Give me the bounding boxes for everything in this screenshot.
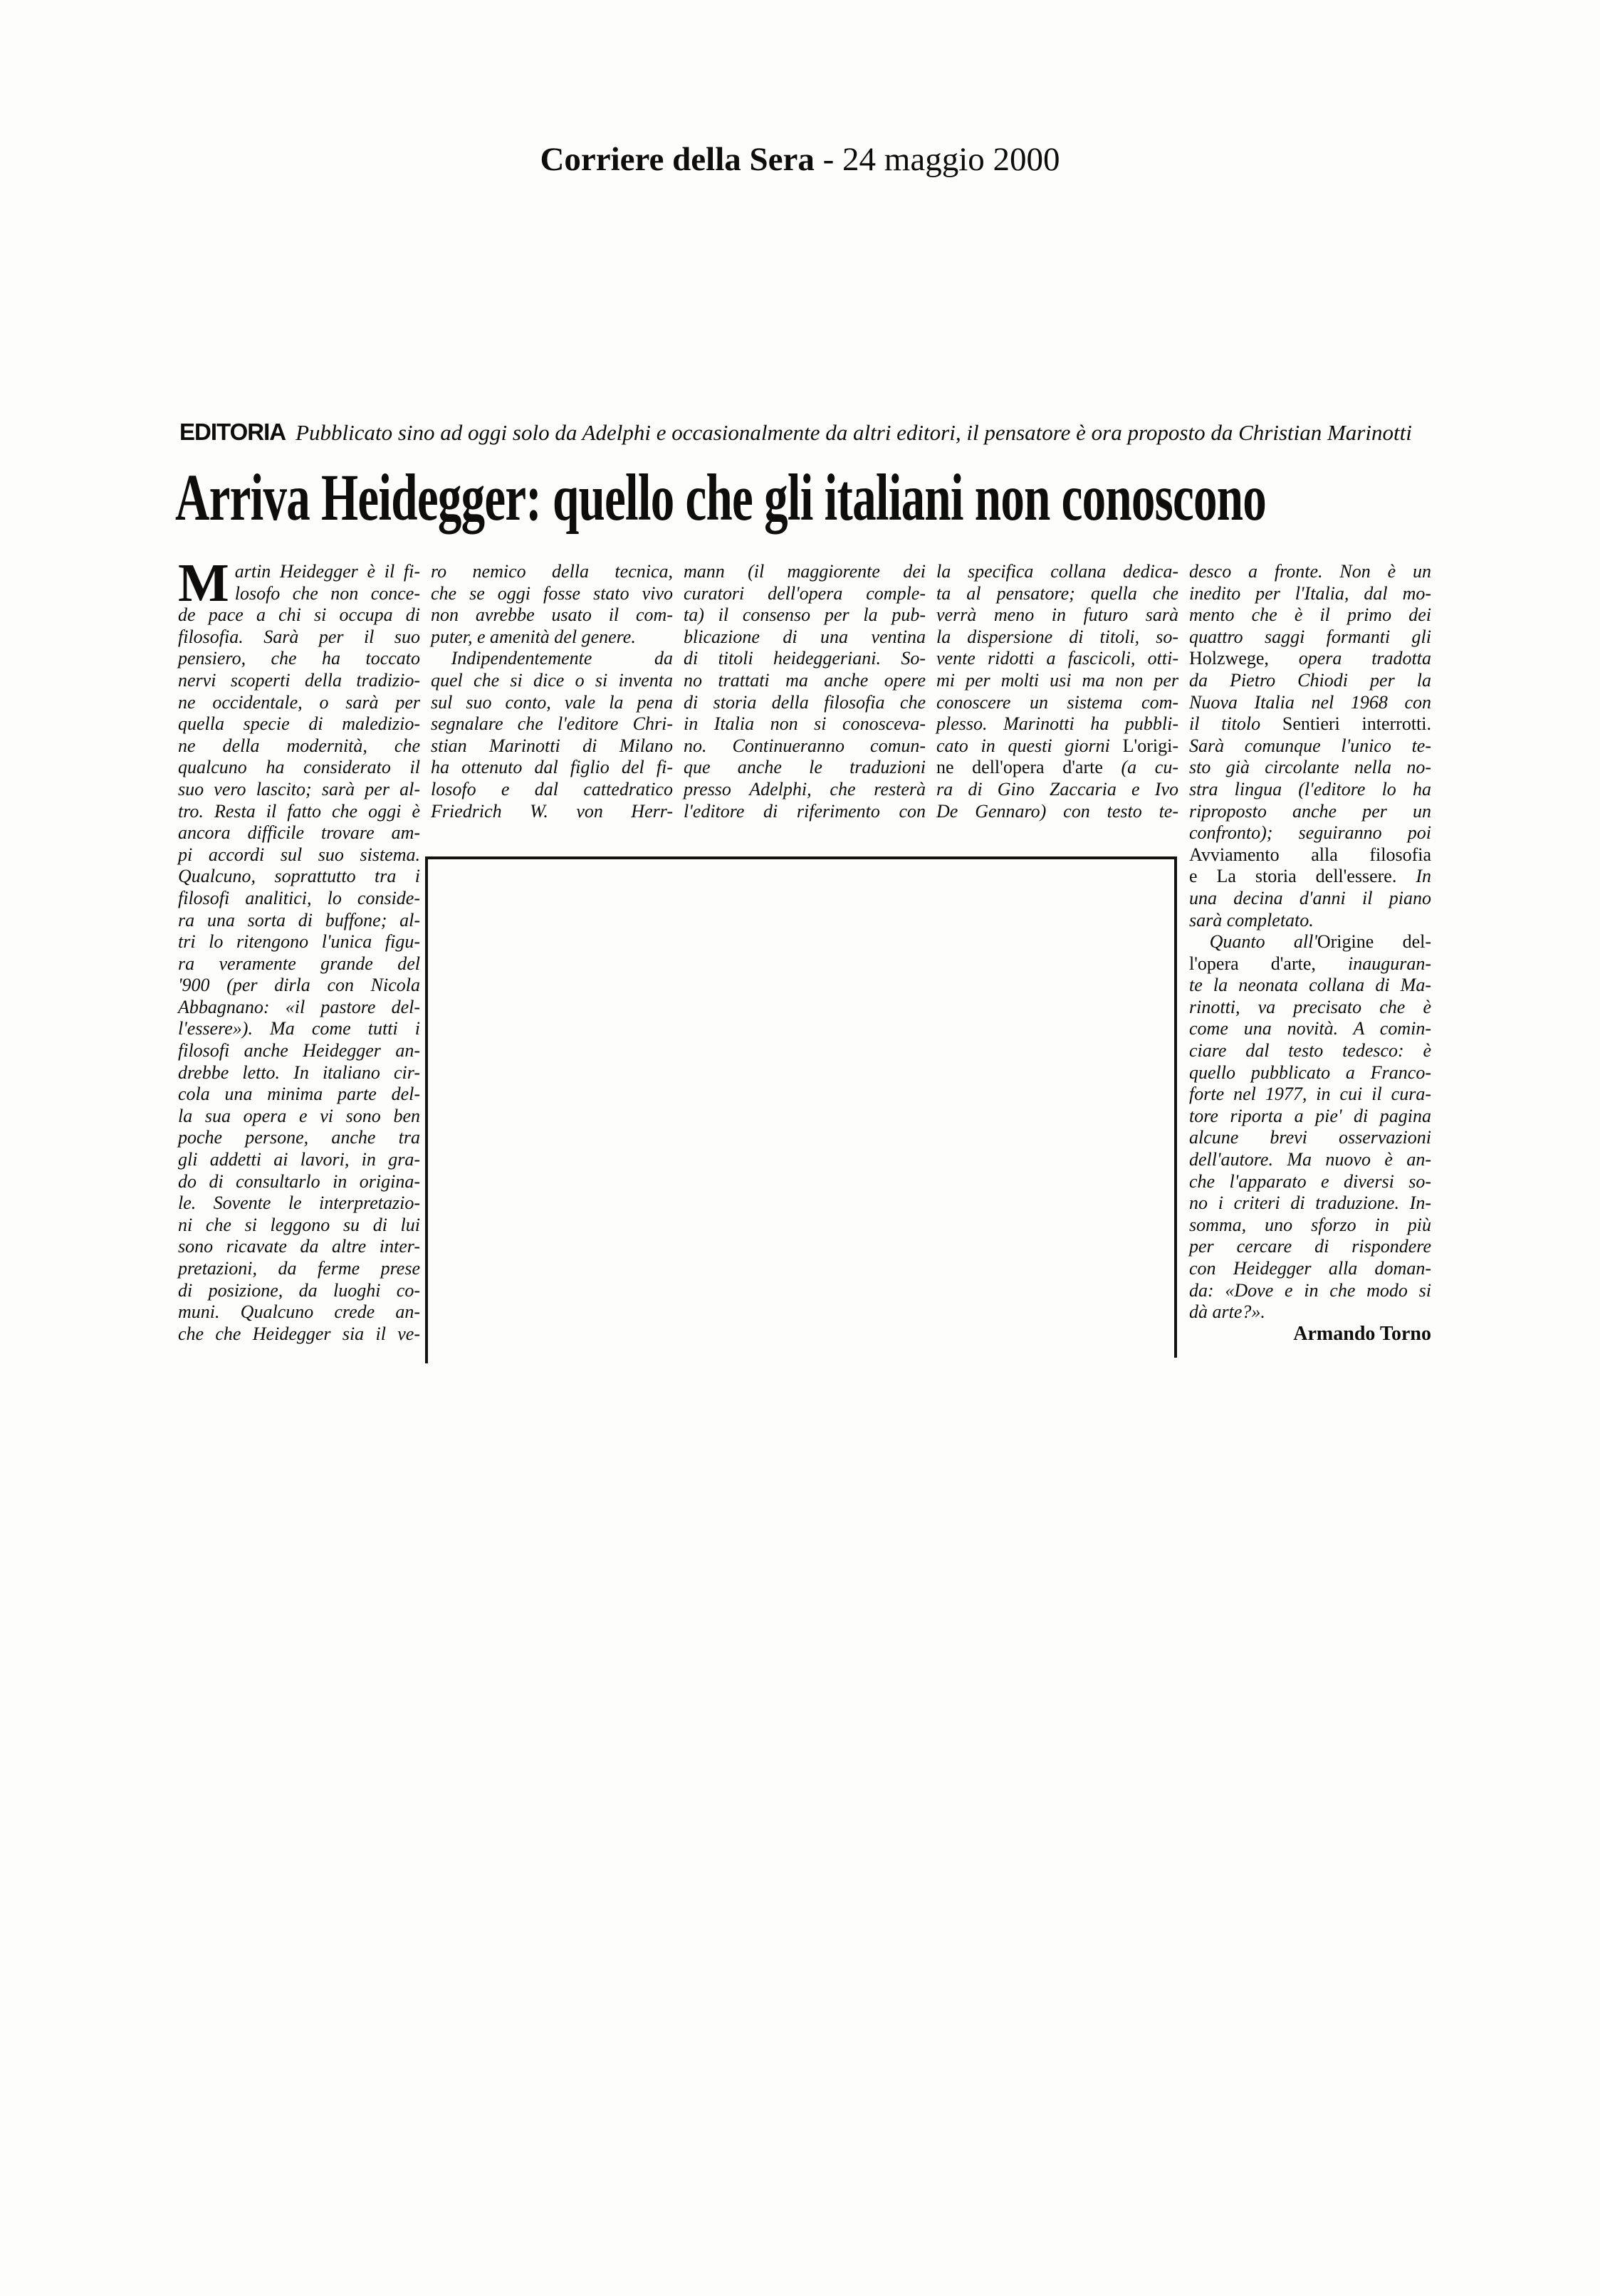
body-line: curatori dell'opera comple- [684, 582, 926, 604]
body-line: de pace a chi si occupa di [178, 604, 420, 626]
body-line: Avviamento alla filosofia [1189, 844, 1431, 865]
body-line: conoscere un sistema com- [936, 691, 1178, 713]
body-line: riproposto anche per un [1189, 800, 1431, 822]
body-line: tro. Resta il fatto che oggi è [178, 800, 420, 822]
kicker-text: Pubblicato sino ad oggi solo da Adelphi e occasionalmente da altri editori, il pensatore è ora proposto da Christian Marinotti [296, 420, 1412, 445]
body-line: segnalare che l'editore Chri- [431, 713, 673, 735]
body-line: Quanto all'Origine del- [1209, 931, 1431, 953]
body-line: nervi scoperti della tradizio- [178, 669, 420, 691]
body-line: no i criteri di traduzione. In- [1189, 1192, 1431, 1214]
body-line: cola una minima parte del- [178, 1084, 420, 1105]
body-line: filosofi anche Heidegger an- [178, 1040, 420, 1061]
body-line: filosofia. Sarà per il suo [178, 626, 420, 647]
body-line: drebbe letto. In italiano cir- [178, 1061, 420, 1083]
body-line: che se oggi fosse stato vivo [431, 582, 673, 604]
body-line: te la neonata collana di Ma- [1189, 975, 1431, 996]
photo-frame-left-rule [425, 856, 428, 1363]
body-line: tri lo ritengono l'unica figu- [178, 931, 420, 953]
column-2 [431, 561, 673, 822]
body-line: la specifica collana dedica- [936, 561, 1178, 582]
body-line: il titolo Sentieri interrotti. [1189, 713, 1432, 735]
body-line: sul suo conto, vale la pena [431, 691, 673, 713]
body-line: confronto); seguiranno poi [1189, 822, 1431, 844]
masthead [0, 141, 1600, 178]
column-3 [684, 561, 926, 822]
body-line: sarà completato. [1189, 909, 1314, 931]
body-line: di titoli heideggeriani. So- [684, 648, 926, 669]
body-line: sono ricavate da altre inter- [178, 1236, 420, 1257]
body-line: di storia della filosofia che [684, 691, 926, 713]
body-line: sto già circolante nella no- [1189, 757, 1431, 778]
column-1 [178, 553, 420, 1345]
body-line: mi per molti usi ma non per [936, 669, 1178, 691]
body-line: con Heidegger alla doman- [1189, 1258, 1431, 1279]
body-line: dà arte?». [1189, 1301, 1265, 1323]
body-line: una decina d'anni il piano [1189, 887, 1431, 908]
body-line: in Italia non si conosceva- [684, 713, 926, 735]
body-line: poche persone, anche tra [178, 1127, 420, 1148]
body-line: da: «Dove e in che modo si [1189, 1279, 1431, 1301]
body-line: forte nel 1977, in cui il cura- [1189, 1084, 1431, 1105]
body-line: filosofi analitici, lo conside- [178, 887, 420, 908]
body-line: ra di Gino Zaccaria e Ivo [936, 778, 1178, 800]
body-line: De Gennaro) con testo te- [936, 800, 1178, 822]
body-line: '900 (per dirla con Nicola [178, 975, 420, 996]
body-line: Sarà comunque l'unico te- [1189, 735, 1431, 756]
body-line: ta) il consenso per la pub- [684, 604, 926, 626]
body-line: rinotti, va precisato che è [1189, 996, 1431, 1017]
photo-frame-right-rule [1174, 856, 1177, 1358]
article-columns [178, 553, 1433, 1345]
body-line: pi accordi sul suo sistema. [178, 844, 420, 865]
body-line: que anche le traduzioni [684, 757, 926, 778]
body-line: ta al pensatore; quella che [936, 582, 1178, 604]
body-line: somma, uno sforzo in più [1189, 1214, 1431, 1235]
body-line: artin Heidegger è il fi- [234, 561, 420, 582]
body-line: quel che si dice o si inventa [431, 669, 673, 691]
body-line: quella specie di maledizio- [178, 713, 420, 735]
body-line: quello pubblicato a Franco- [1189, 1061, 1431, 1083]
body-line: vente ridotti a fascicoli, otti- [936, 648, 1178, 669]
body-line: plesso. Marinotti ha pubbli- [936, 713, 1178, 735]
body-line: ra una sorta di buffone; al- [178, 909, 420, 931]
body-line: qualcuno ha considerato il [178, 757, 420, 778]
body-line: da Pietro Chiodi per la [1189, 669, 1431, 691]
body-line: no trattati ma anche opere [684, 669, 926, 691]
body-line: verrà meno in futuro sarà [936, 604, 1178, 626]
body-line: ancora difficile trovare am- [178, 822, 420, 844]
body-line: puter, e amenità del genere. [431, 626, 636, 647]
body-line: ha ottenuto dal figlio del fi- [431, 757, 673, 778]
body-line: alcune brevi osservazioni [1189, 1127, 1431, 1148]
body-line: desco a fronte. Non è un [1189, 561, 1431, 582]
body-line: ne dell'opera d'arte (a cu- [936, 757, 1178, 778]
body-line: dell'autore. Ma nuovo è an- [1189, 1149, 1431, 1170]
body-line: do di consultarlo in origina- [178, 1170, 420, 1192]
body-line: inedito per l'Italia, dal mo- [1189, 582, 1431, 604]
body-line: suo vero lascito; sarà per al- [178, 778, 420, 800]
body-line: l'opera d'arte, inauguran- [1189, 953, 1432, 974]
body-line: mann (il maggiorente dei [684, 561, 926, 582]
kicker [179, 419, 1454, 446]
body-line: non avrebbe usato il com- [431, 604, 673, 626]
body-line: Friedrich W. von Herr- [431, 800, 673, 822]
body-line: le. Sovente le interpretazio- [178, 1192, 420, 1214]
body-line: gli addetti ai lavori, in gra- [178, 1149, 420, 1170]
column-4 [936, 561, 1178, 822]
body-line: l'essere»). Ma come tutti i [178, 1018, 420, 1039]
body-line: losofo che non conce- [234, 582, 420, 604]
body-line: losofo e dal cattedratico [431, 778, 673, 800]
body-line: presso Adelphi, che resterà [684, 778, 926, 800]
body-line: stra lingua (l'editore lo ha [1189, 778, 1431, 800]
body-line: e La storia dell'essere. In [1189, 866, 1431, 887]
body-line: Holzwege, opera tradotta [1189, 648, 1431, 669]
body-line: l'editore di riferimento con [684, 800, 926, 822]
body-line: pensiero, che ha toccato [178, 648, 420, 669]
drop-cap: M [178, 553, 229, 613]
headline: Arriva Heidegger: quello che gli italiani non conoscono [175, 461, 1267, 535]
body-line: per cercare di rispondere [1189, 1236, 1431, 1257]
body-line: no. Continueranno comun- [684, 735, 926, 756]
byline: Armando Torno [1293, 1322, 1431, 1345]
column-5 [1189, 561, 1431, 1345]
photo-frame-top-rule [425, 856, 1177, 859]
body-line: blicazione di una ventina [684, 626, 926, 647]
body-line: pretazioni, da ferme prese [178, 1258, 420, 1279]
body-line: che l'apparato e diversi so- [1189, 1170, 1431, 1192]
body-line: che che Heidegger sia il ve- [178, 1323, 420, 1344]
body-line: la sua opera e vi sono ben [178, 1105, 420, 1126]
body-line: ra veramente grande del [178, 953, 420, 974]
body-line: cato in questi giorni L'origi- [936, 735, 1178, 756]
body-line: ni che si leggono su di lui [178, 1214, 420, 1235]
body-line: mento che è il primo dei [1189, 604, 1431, 626]
body-line: la dispersione di titoli, so- [936, 626, 1178, 647]
kicker-section-label: EDITORIA [179, 419, 286, 445]
body-line: Nuova Italia nel 1968 con [1189, 691, 1431, 713]
body-line: ne occidentale, o sarà per [178, 691, 420, 713]
body-line: di posizione, da luoghi co- [178, 1279, 420, 1301]
body-line: muni. Qualcuno crede an- [178, 1301, 420, 1323]
masthead-title: Corriere della Sera [540, 141, 815, 178]
masthead-date: - 24 maggio 2000 [814, 141, 1060, 178]
body-line: tore riporta a pie' di pagina [1189, 1105, 1431, 1126]
body-line: ne della modernità, che [178, 735, 420, 756]
body-line: stian Marinotti di Milano [431, 735, 673, 756]
body-line: Qualcuno, soprattutto tra i [178, 866, 420, 887]
body-line: Indipendentemente da [451, 648, 673, 669]
body-line: come una novità. A comin- [1189, 1018, 1431, 1039]
body-line: ro nemico della tecnica, [431, 561, 673, 582]
body-line: Abbagnano: «il pastore del- [178, 996, 420, 1017]
body-line: quattro saggi formanti gli [1189, 626, 1431, 647]
body-line: ciare dal testo tedesco: è [1189, 1040, 1431, 1061]
